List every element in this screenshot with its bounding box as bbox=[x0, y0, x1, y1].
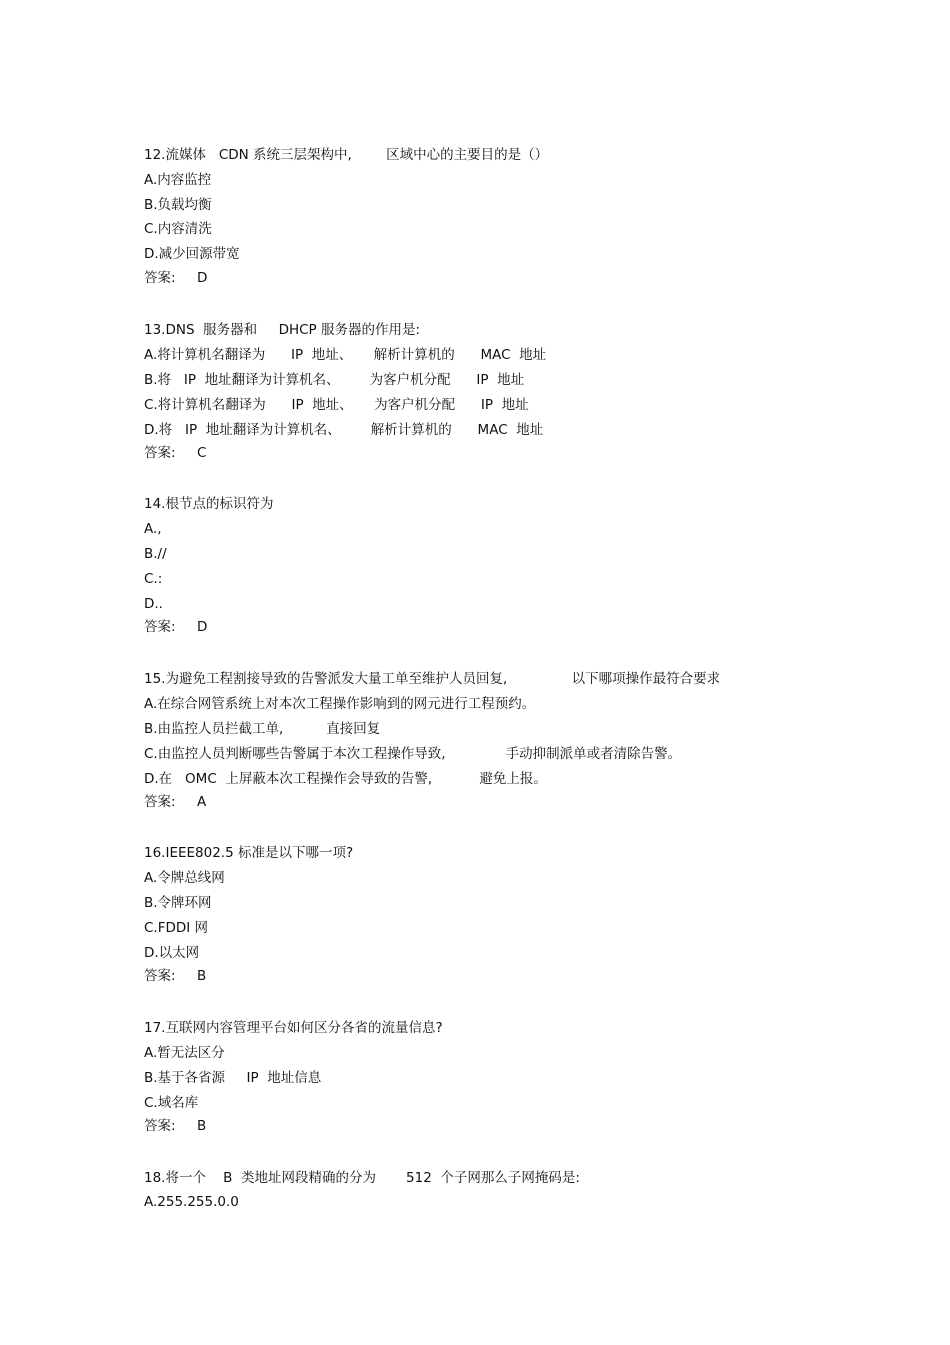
option-a: A.255.255.0.0 bbox=[144, 1194, 239, 1210]
option-c: C.由监控人员判断哪些告警属于本次工程操作导致, 手动抑制派单或者清除告警。 bbox=[144, 746, 682, 762]
question-14: 14.根节点的标识符为 bbox=[144, 496, 274, 512]
answer: 答案: B bbox=[144, 968, 207, 984]
option-c: C.FDDI 网 bbox=[144, 920, 209, 936]
option-b: B.由监控人员拦截工单, 直接回复 bbox=[144, 721, 381, 737]
question-13: 13.DNS 服务器和 DHCP 服务器的作用是: bbox=[144, 322, 421, 338]
option-a: A.在综合网管系统上对本次工程操作影响到的网元进行工程预约。 bbox=[144, 696, 536, 712]
option-d: D.在 OMC 上屏蔽本次工程操作会导致的告警, 避免上报。 bbox=[144, 771, 547, 787]
option-a: A.令牌总线网 bbox=[144, 870, 225, 886]
option-a: A., bbox=[144, 521, 162, 537]
option-a: A.暂无法区分 bbox=[144, 1045, 225, 1061]
option-c: C.: bbox=[144, 571, 163, 587]
option-a: A.将计算机名翻译为 IP 地址、 解析计算机的 MAC 地址 bbox=[144, 347, 547, 363]
option-d: D.. bbox=[144, 596, 163, 612]
option-c: C.内容清洗 bbox=[144, 221, 212, 237]
option-d: D.减少回源带宽 bbox=[144, 246, 240, 262]
option-b: B.基于各省源 IP 地址信息 bbox=[144, 1070, 322, 1086]
option-a: A.内容监控 bbox=[144, 172, 212, 188]
option-b: B.// bbox=[144, 546, 167, 562]
answer: 答案: A bbox=[144, 794, 207, 810]
option-b: B.负载均衡 bbox=[144, 197, 212, 213]
answer: 答案: D bbox=[144, 619, 208, 635]
option-c: C.域名库 bbox=[144, 1095, 199, 1111]
answer: 答案: D bbox=[144, 270, 208, 286]
question-18: 18.将一个 B 类地址网段精确的分为 512 个子网那么子网掩码是: bbox=[144, 1170, 580, 1186]
option-d: D.以太网 bbox=[144, 945, 200, 961]
question-12: 12.流媒体 CDN 系统三层架构中, 区域中心的主要目的是（） bbox=[144, 147, 549, 163]
question-15: 15.为避免工程割接导致的告警派发大量工单至维护人员回复, 以下哪项操作最符合要求 bbox=[144, 671, 721, 687]
answer: 答案: B bbox=[144, 1118, 207, 1134]
option-d: D.将 IP 地址翻译为计算机名、 解析计算机的 MAC 地址 bbox=[144, 422, 544, 438]
answer: 答案: C bbox=[144, 445, 207, 461]
option-c: C.将计算机名翻译为 IP 地址、 为客户机分配 IP 地址 bbox=[144, 397, 529, 413]
question-16: 16.IEEE802.5 标准是以下哪一项? bbox=[144, 845, 354, 861]
option-b: B.将 IP 地址翻译为计算机名、 为客户机分配 IP 地址 bbox=[144, 372, 525, 388]
option-b: B.令牌环网 bbox=[144, 895, 212, 911]
question-17: 17.互联网内容管理平台如何区分各省的流量信息? bbox=[144, 1020, 443, 1036]
